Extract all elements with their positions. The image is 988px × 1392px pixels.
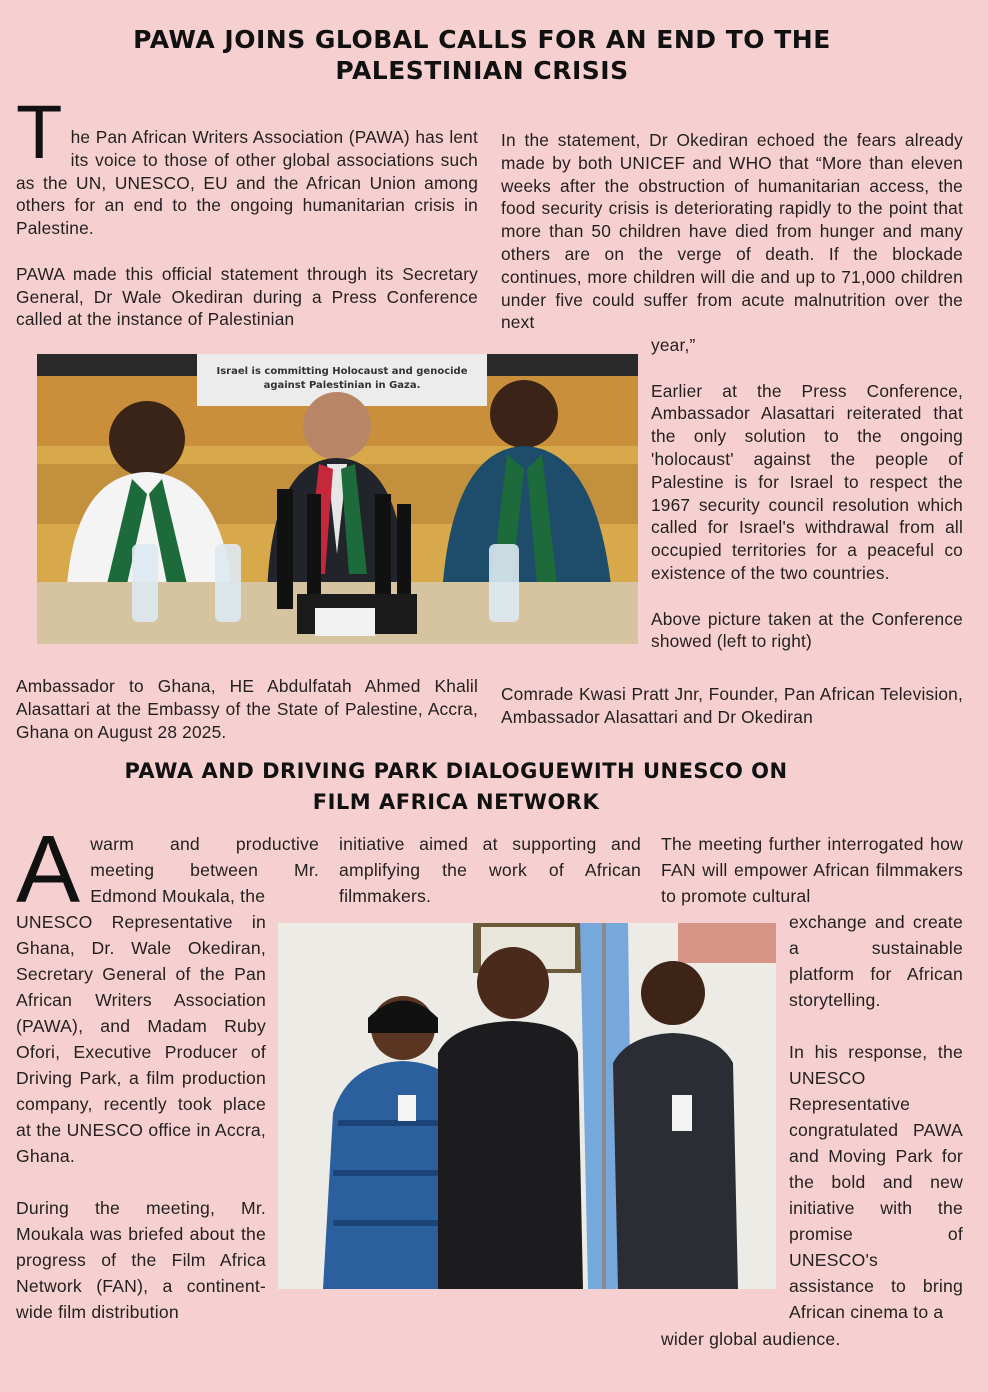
article2-dropcap: A <box>16 816 81 923</box>
article2-paragraph-1-rest: UNESCO Representative in Ghana, Dr. Wale Okediran, Secretary General of the Pan African Writers Association (PAWA), and Madam Ruby Ofori, Executive Producer of Driving Park, a film production company, recently took place at the UNESCO office in Accra, Ghana. <box>16 912 266 1166</box>
article2-paragraph-1-start <box>16 816 319 923</box>
article1-headline-line1: PAWA JOINS GLOBAL CALLS FOR AN END TO THE <box>133 25 831 54</box>
article1-paragraph-5-end: Comrade Kwasi Pratt Jnr, Founder, Pan African Television, Ambassador Alasattari and Dr Okediran <box>501 684 963 727</box>
article1-dropcap: T <box>16 90 63 175</box>
article1-paragraph-3: In the statement, Dr Okediran echoed the fears already made by both UNICEF and WHO that “More than eleven weeks after the obstruction of humanitarian access, the food security crisis is deteriorating rapidly to the point that more than 50 children have died from hunger and many others are on the verge of death. If the blockade continues, more children will die and up to 71,000 children under five could suffer from acute malnutrition over the next <box>501 130 963 333</box>
article1-paragraph-4: Earlier at the Press Conference, Ambassador Alasattari reiterated that the only solution to the ongoing 'holocaust' against the people of Palestine is for Israel to respect the 1967 security council resolution which called for Israel's withdrawal from all occupied territories for a peaceful co existence of the two countries. <box>651 380 963 583</box>
unesco-meeting-photo <box>278 923 776 1289</box>
article2-p1-text-a: warm and productive meeting between Mr. Edmond Moukala, the <box>90 834 319 906</box>
article2-paragraph-4: In his response, the UNESCO Representative congratulated PAWA and Moving Park for the bold and new initiative with the promise of UNESCO's assistance to bring African cinema to a <box>789 1042 963 1322</box>
article1-paragraph-5-start: Above picture taken at the Conference showed (left to right) <box>651 608 963 652</box>
article2-paragraph-2-continued: initiative aimed at supporting and amplifying the work of African filmmakers. <box>339 834 641 906</box>
banner-text-line2: against Palestinian in Gaza. <box>263 380 421 391</box>
article1-headline <box>0 24 976 86</box>
article2-column-2-top <box>339 831 641 909</box>
article2-headline <box>0 756 950 818</box>
article2-paragraph-2: During the meeting, Mr. Moukala was briefed about the progress of the Film Africa Network (FAN), a continent-wide film distribution <box>16 1198 266 1322</box>
article1-paragraph-1 <box>16 90 478 240</box>
article1-column-left <box>16 90 478 331</box>
article1-caption-continued <box>501 683 963 729</box>
article1-paragraph-2-continued: Ambassador to Ghana, HE Abdulfatah Ahmed Khalil Alasattari at the Embassy of the State of Palestine, Accra, Ghana on August 28 2025. <box>16 676 478 742</box>
article1-column-right <box>501 129 963 334</box>
article1-paragraph-3-end: year,” <box>651 335 696 355</box>
article2-headline-line1: PAWA AND DRIVING PARK DIALOGUEWITH UNESCO ON <box>124 759 788 783</box>
article1-column-left-continued <box>16 675 478 743</box>
article2-column-1-narrow <box>16 909 266 1325</box>
article2-paragraph-4-end: wider global audience. <box>661 1329 841 1349</box>
article2-column-3-top <box>661 831 963 909</box>
article2-column-1-top <box>16 816 319 923</box>
article2-paragraph-3-start: The meeting further interrogated how FAN will empower African filmmakers to promote cultural <box>661 834 963 906</box>
article1-headline-line2: PALESTINIAN CRISIS <box>335 56 629 85</box>
banner-text-line1: Israel is committing Holocaust and genocide <box>216 366 468 377</box>
article2-paragraph-3-end: exchange and create a sustainable platform for African storytelling. <box>789 912 963 1010</box>
press-conference-photo <box>37 354 638 644</box>
article1-paragraph-2: PAWA made this official statement through its Secretary General, Dr Wale Okediran during a Press Conference called at the instance of Palestinian <box>16 263 478 330</box>
article1-p1-text: he Pan African Writers Association (PAWA) has lent its voice to those of other global associations such as the UN, UNESCO, EU and the African Union among others for an end to the ongoing humanitarian crisis in Palestine. <box>16 127 478 239</box>
article1-column-right-narrow <box>651 334 963 653</box>
article2-column-3-bottom <box>661 1326 963 1352</box>
article2-column-3-narrow <box>789 909 963 1325</box>
article2-headline-line2: FILM AFRICA NETWORK <box>312 790 600 814</box>
